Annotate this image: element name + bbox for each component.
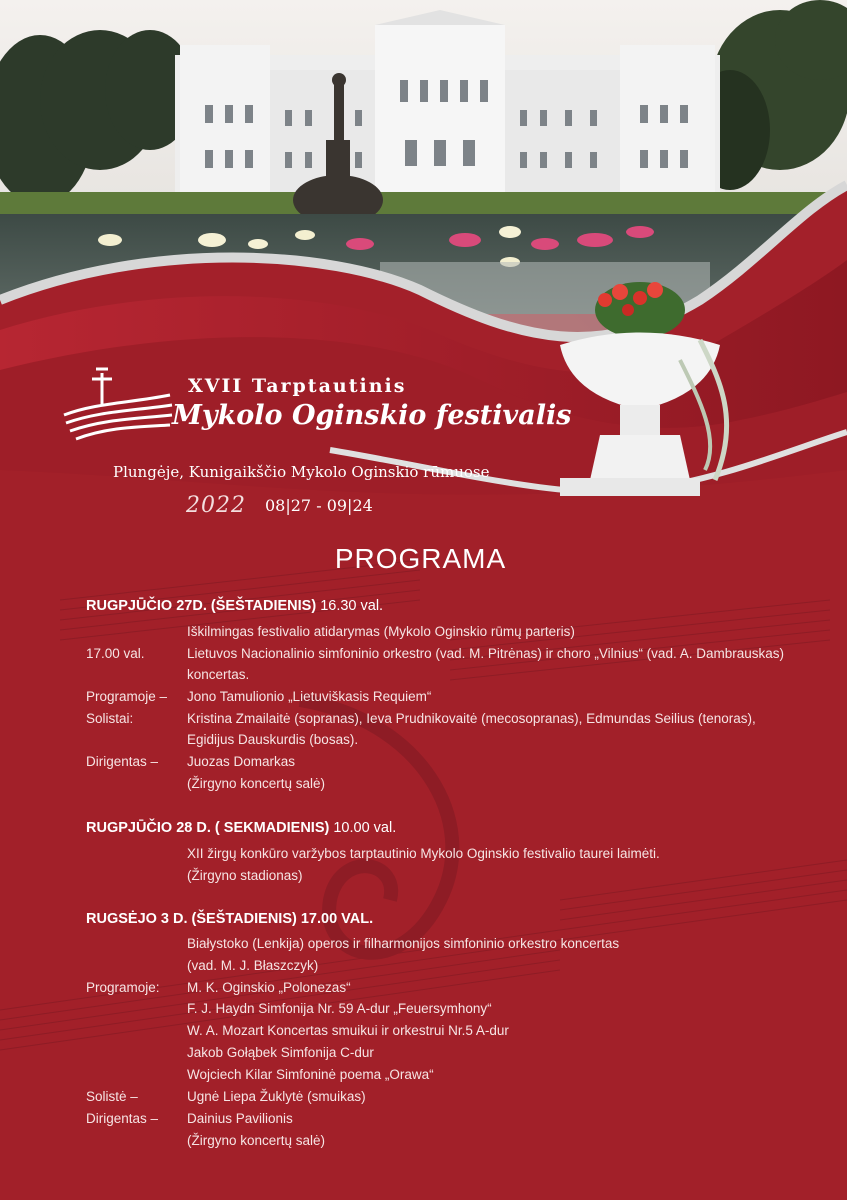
row-text: (Žirgyno koncertų salė): [187, 776, 326, 791]
row-label: Programoje:: [86, 980, 160, 995]
row-text: F. J. Haydn Simfonija Nr. 59 A-dur „Feuersymhony“: [187, 1001, 492, 1016]
event-date: RUGPJŪČIO 28 D. ( SEKMADIENIS): [86, 820, 330, 836]
row-label: Dirigentas –: [86, 1111, 159, 1126]
row-text: Wojciech Kilar Simfoninė poema „Orawa“: [187, 1067, 434, 1082]
festival-title-line1: XVII Tarptautinis: [188, 375, 407, 397]
row-text: Dainius Pavilionis: [187, 1111, 293, 1126]
row-text: (vad. M. J. Błaszczyk): [187, 958, 319, 973]
festival-year: 2022: [186, 493, 246, 518]
event-heading: [86, 911, 373, 927]
festival-dates: 08|27 - 09|24: [265, 496, 373, 515]
row-text: (Žirgyno koncertų salė): [187, 1133, 326, 1148]
row-label: Solistai:: [86, 711, 134, 726]
row-text: W. A. Mozart Koncertas smuikui ir orkestrui Nr.5 A-dur: [187, 1023, 509, 1038]
event-heading: [86, 820, 396, 836]
event-date: RUGSĖJO 3 D. (ŠEŠTADIENIS) 17.00 VAL.: [86, 911, 374, 927]
row-text: Ugnė Liepa Žuklytė (smuikas): [187, 1089, 366, 1104]
row-text: Białystoko (Lenkija) operos ir filharmonijos simfoninio orkestro koncertas: [187, 936, 620, 951]
festival-venue: Plungėje, Kunigaikščio Mykolo Oginskio rūmuose: [113, 463, 490, 481]
row-label: Programoje –: [86, 689, 168, 704]
festival-title-line2: Mykolo Oginskio festivalis: [172, 400, 572, 431]
row-label: Dirigentas –: [86, 754, 159, 769]
row-text: Kristina Zmailaitė (sopranas), Ieva Prudnikovaitė (mecosopranas), Edmundas Seilius (tenoras), Egidijus Dauskurdis (bosas).: [187, 711, 756, 747]
row-label: Solistė –: [86, 1089, 138, 1104]
row-text: Jono Tamulionio „Lietuviškasis Requiem“: [187, 689, 432, 704]
row-text: Iškilmingas festivalio atidarymas (Mykolo Oginskio rūmų parteris): [187, 624, 575, 639]
event-date: RUGPJŪČIO 27D. (ŠEŠTADIENIS): [86, 598, 317, 614]
row-text: (Žirgyno stadionas): [187, 868, 303, 883]
row-text: Lietuvos Nacionalinio simfoninio orkestro (vad. M. Pitrėnas) ir choro „Vilnius“ (vad. A. Dambrauskas) koncertas.: [187, 646, 784, 682]
row-text: M. K. Oginskio „Polonezas“: [187, 980, 351, 995]
festival-logo-icon: [60, 365, 180, 450]
row-label: 17.00 val.: [86, 646, 145, 661]
event-time: 16.30 val.: [320, 598, 384, 614]
event-heading: [86, 598, 383, 614]
row-text: XII žirgų konkūro varžybos tarptautinio Mykolo Oginskio festivalio taurei laimėti.: [187, 846, 660, 861]
row-text: Jakob Gołąbek Simfonija C-dur: [187, 1045, 374, 1060]
program-title: PROGRAMA: [334, 543, 507, 574]
event-time: 10.00 val.: [333, 820, 397, 836]
row-text: Juozas Domarkas: [187, 754, 296, 769]
